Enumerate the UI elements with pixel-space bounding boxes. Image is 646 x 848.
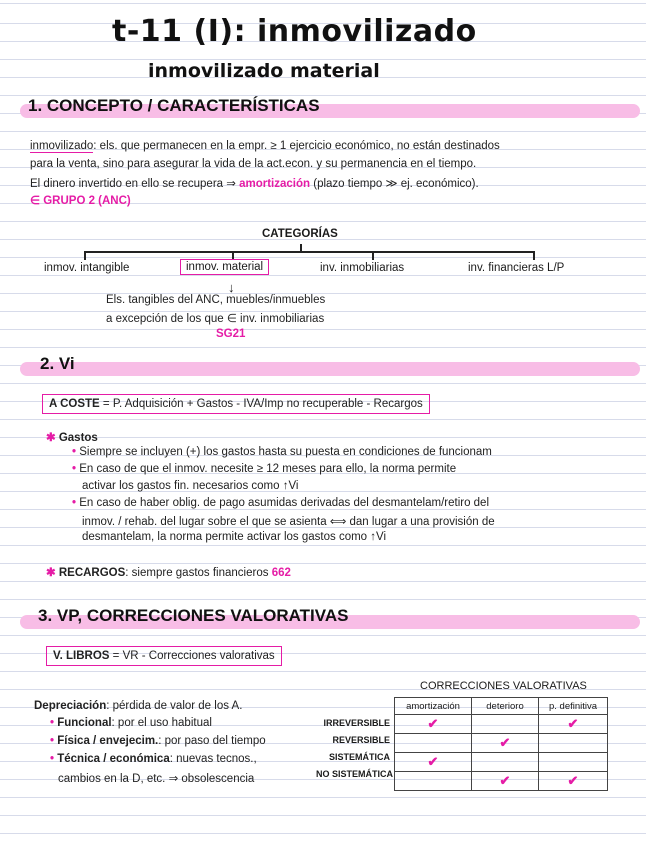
material-note-1: Els. tangibles del ANC, muebles/inmuebles (106, 294, 326, 306)
page-subtitle: inmovilizado material (148, 60, 380, 82)
cause-item: • Física / envejecim.: por paso del tiempo (50, 735, 266, 747)
bullet-icon: • (50, 735, 55, 747)
column-header: deterioro (472, 698, 539, 715)
gastos-label: ✱ Gastos (46, 432, 98, 444)
arrow-down-icon: ↓ (228, 280, 235, 295)
material-note-2: a excepción de los que ∈ inv. inmobiliarias (106, 313, 325, 325)
check-icon: ✔ (395, 715, 472, 734)
tree-branch (533, 251, 535, 260)
categories-title: CATEGORÍAS (262, 228, 338, 240)
section-heading-2: 2. Vi (40, 354, 75, 373)
check-icon: ✔ (395, 753, 472, 772)
table-row-label: REVERSIBLE (332, 735, 390, 745)
bullet-icon: • (72, 497, 77, 509)
term-amortizacion: amortización (239, 178, 311, 190)
check-icon: ✔ (472, 734, 539, 753)
table-cell (539, 753, 608, 772)
heading-highlight (20, 362, 640, 376)
category-intangible: inmov. intangible (44, 262, 130, 274)
table-row (395, 715, 608, 734)
material-code: SG21 (216, 328, 246, 340)
category-inmobiliarias: inv. inmobiliarias (320, 262, 405, 274)
table-cell (472, 715, 539, 734)
table-row-label: IRREVERSIBLE (323, 718, 390, 728)
definition-line-3: El dinero invertido en ello se recupera ⇒ amortización (plazo tiempo ≫ ej. económico). (30, 178, 479, 190)
formula-term-coste: A COSTE (49, 398, 100, 410)
gastos-item: • En caso de haber oblig. de pago asumidas derivadas del desmantelam/retiro del (72, 497, 490, 509)
depreciacion-line: Depreciación: pérdida de valor de los A. (34, 700, 243, 712)
cause-item: • Funcional: por el uso habitual (50, 717, 212, 729)
recargos-code: 662 (271, 567, 291, 579)
table-title: CORRECCIONES VALORATIVAS (420, 680, 587, 692)
gastos-item-cont: activar los gastos fin. necesarios como ↑Vi (82, 480, 299, 492)
bullet-icon: • (50, 717, 55, 729)
check-icon: ✔ (539, 715, 608, 734)
table-row-label: NO SISTEMÁTICA (316, 769, 394, 779)
gastos-item-cont: inmov. / rehab. del lugar sobre el que se asienta ⟺ dan lugar a una provisión de (82, 516, 495, 528)
column-header: amortización (395, 698, 472, 715)
tree-bar (84, 251, 534, 253)
gastos-item: • En caso de que el inmov. necesite ≥ 12 meses para ello, la norma permite (72, 463, 457, 475)
tree-branch (372, 251, 374, 260)
category-material: inmov. material (180, 259, 269, 275)
formula-term-libros: V. LIBROS (53, 650, 110, 662)
column-header: p. definitiva (539, 698, 608, 715)
formula-box-coste: A COSTE = P. Adquisición + Gastos - IVA/Imp no recuperable - Recargos (42, 394, 430, 414)
table-cell (472, 753, 539, 772)
check-icon: ✔ (472, 772, 539, 791)
table-header-row (395, 698, 608, 715)
page-title: t-11 (I): inmovilizado (112, 14, 477, 49)
cause-item-cont: cambios en la D, etc. ⇒ obsolescencia (58, 773, 255, 785)
table-row (395, 734, 608, 753)
definition-line-1: inmovilizado: els. que permanecen en la empr. ≥ 1 ejercicio económico, no están destinados (30, 140, 500, 152)
definition-line-2: para la venta, sino para asegurar la vida de la act.econ. y su permanencia en el tiempo. (30, 158, 477, 170)
corrections-table (394, 697, 608, 791)
bullet-icon: • (50, 753, 55, 765)
term-inmovilizado: inmovilizado (30, 140, 94, 152)
section-heading-1: 1. CONCEPTO / CARACTERÍSTICAS (28, 96, 320, 115)
gastos-item: • Siempre se incluyen (+) los gastos hasta su puesta en condiciones de funcionam (72, 446, 492, 458)
table-row (395, 772, 608, 791)
tree-branch (84, 251, 86, 260)
recargos-line: ✱ RECARGOS: siempre gastos financieros 662 (46, 567, 291, 579)
formula-box-libros: V. LIBROS = VR - Correcciones valorativas (46, 646, 282, 666)
check-icon: ✔ (539, 772, 608, 791)
bullet-icon: ✱ (46, 432, 56, 444)
table-cell (395, 772, 472, 791)
bullet-icon: ✱ (46, 567, 56, 579)
group-label: ∈ GRUPO 2 (ANC) (30, 195, 131, 207)
section-heading-3: 3. VP, CORRECCIONES VALORATIVAS (38, 606, 349, 625)
bullet-icon: • (72, 446, 77, 458)
bullet-icon: • (72, 463, 77, 475)
table-cell (395, 734, 472, 753)
cause-item: • Técnica / económica: nuevas tecnos., (50, 753, 257, 765)
category-financieras: inv. financieras L/P (468, 262, 565, 274)
table-row-label: SISTEMÁTICA (328, 752, 390, 762)
gastos-item-cont: desmantelam, la norma permite activar los gastos como ↑Vi (82, 531, 387, 543)
table-row (395, 753, 608, 772)
table-cell (539, 734, 608, 753)
